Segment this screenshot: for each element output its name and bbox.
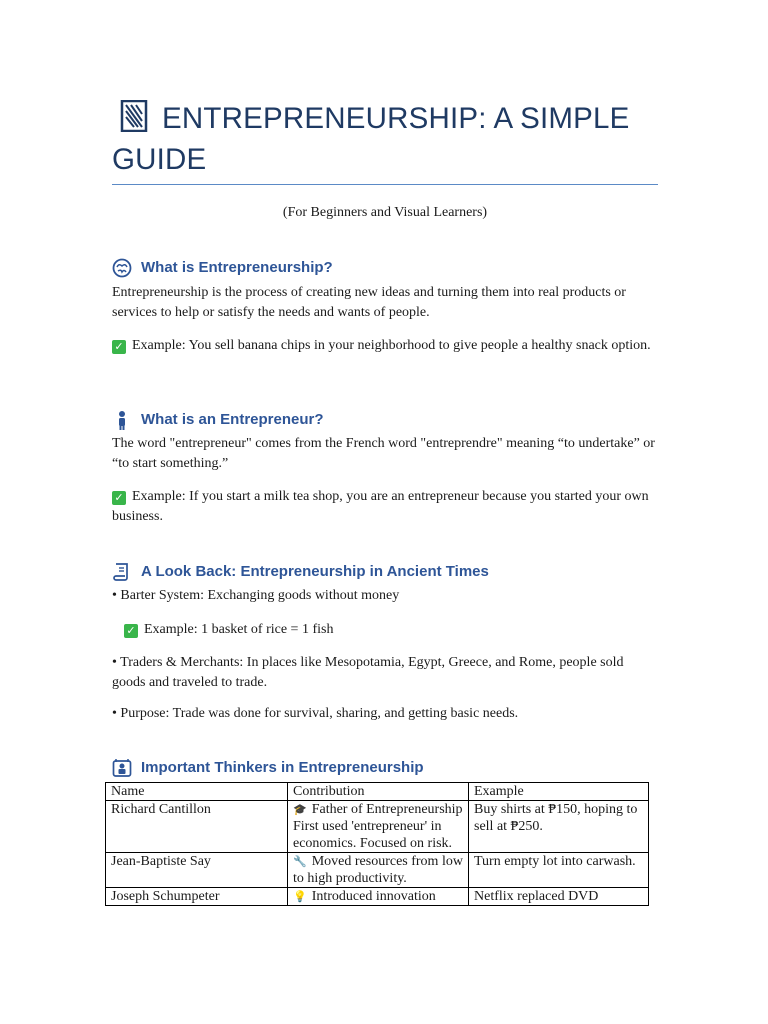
paragraph: Entrepreneurship is the process of creating new ideas and turning them into real products or services to help or satisfy the needs and wants of people. — [112, 285, 626, 320]
section-heading-text: Important Thinkers in Entrepreneurship — [141, 759, 424, 776]
check-icon: ✓ — [124, 624, 138, 638]
wrench-icon: 🔧 — [293, 855, 307, 868]
person-icon — [112, 410, 132, 430]
cell-name: Joseph Schumpeter — [106, 888, 288, 906]
bullet-barter: • Barter System: Exchanging goods without money — [112, 588, 400, 603]
contribution-text: Introduced innovation — [311, 889, 436, 904]
bullet-purpose: • Purpose: Trade was done for survival, sharing, and getting basic needs. — [112, 706, 519, 721]
example-line — [112, 336, 658, 356]
brain-icon — [112, 258, 132, 278]
section-heading-text: A Look Back: Entrepreneurship in Ancient Times — [141, 563, 489, 580]
page-title — [112, 98, 658, 180]
section-heading-text: What is an Entrepreneur? — [141, 411, 324, 428]
lightbulb-icon: 💡 — [293, 890, 307, 903]
cell-example: Turn empty lot into carwash. — [469, 853, 649, 888]
title-divider — [112, 184, 658, 185]
table-row — [106, 888, 649, 906]
cell-contribution — [288, 801, 469, 853]
column-header: Contribution — [288, 783, 469, 801]
thinkers-table — [105, 782, 649, 906]
cell-contribution — [288, 888, 469, 906]
bullet-traders: • Traders & Merchants: In places like Mesopotamia, Egypt, Greece, and Rome, people sold goods and traveled to trade. — [112, 655, 624, 690]
contribution-text: Father of Entrepreneurship — [311, 802, 463, 817]
example-text: Example: 1 basket of rice = 1 fish — [144, 622, 334, 637]
notebook-icon — [120, 100, 148, 132]
subtitle: (For Beginners and Visual Learners) — [282, 205, 488, 220]
thinker-icon — [112, 758, 132, 778]
example-line — [112, 487, 658, 526]
example-text: Example: You sell banana chips in your neighborhood to give people a healthy snack option. — [132, 338, 651, 353]
cell-contribution — [288, 853, 469, 888]
section-heading-what-is-entrepreneur — [112, 410, 324, 430]
section-heading-thinkers — [112, 758, 424, 778]
section-heading-ancient-times — [112, 562, 489, 582]
table-header-row — [106, 783, 649, 801]
column-header: Example — [469, 783, 649, 801]
check-icon: ✓ — [112, 340, 126, 354]
example-line — [124, 620, 658, 640]
contribution-text: First used 'entrepreneur' in economics. Focused on risk. — [293, 819, 453, 851]
cell-name: Jean-Baptiste Say — [106, 853, 288, 888]
table-row — [106, 801, 649, 853]
cell-name: Richard Cantillon — [106, 801, 288, 853]
column-header: Name — [106, 783, 288, 801]
contribution-text: Moved resources from low to high productivity. — [293, 854, 463, 886]
check-icon: ✓ — [112, 491, 126, 505]
scroll-icon — [112, 562, 132, 582]
graduation-cap-icon: 🎓 — [293, 803, 307, 816]
cell-example: Netflix replaced DVD — [469, 888, 649, 906]
paragraph: The word "entrepreneur" comes from the French word "entreprendre" meaning “to undertake” or “to start something.” — [112, 436, 655, 471]
title-text: ENTREPRENEURSHIP: A SIMPLE GUIDE — [112, 102, 630, 176]
table-row — [106, 853, 649, 888]
example-text: Example: If you start a milk tea shop, you are an entrepreneur because you started your own business. — [112, 489, 649, 524]
cell-example: Buy shirts at ₱150, hoping to sell at ₱250. — [469, 801, 649, 853]
section-heading-what-is-entrepreneurship — [112, 258, 333, 278]
section-heading-text: What is Entrepreneurship? — [141, 259, 333, 276]
